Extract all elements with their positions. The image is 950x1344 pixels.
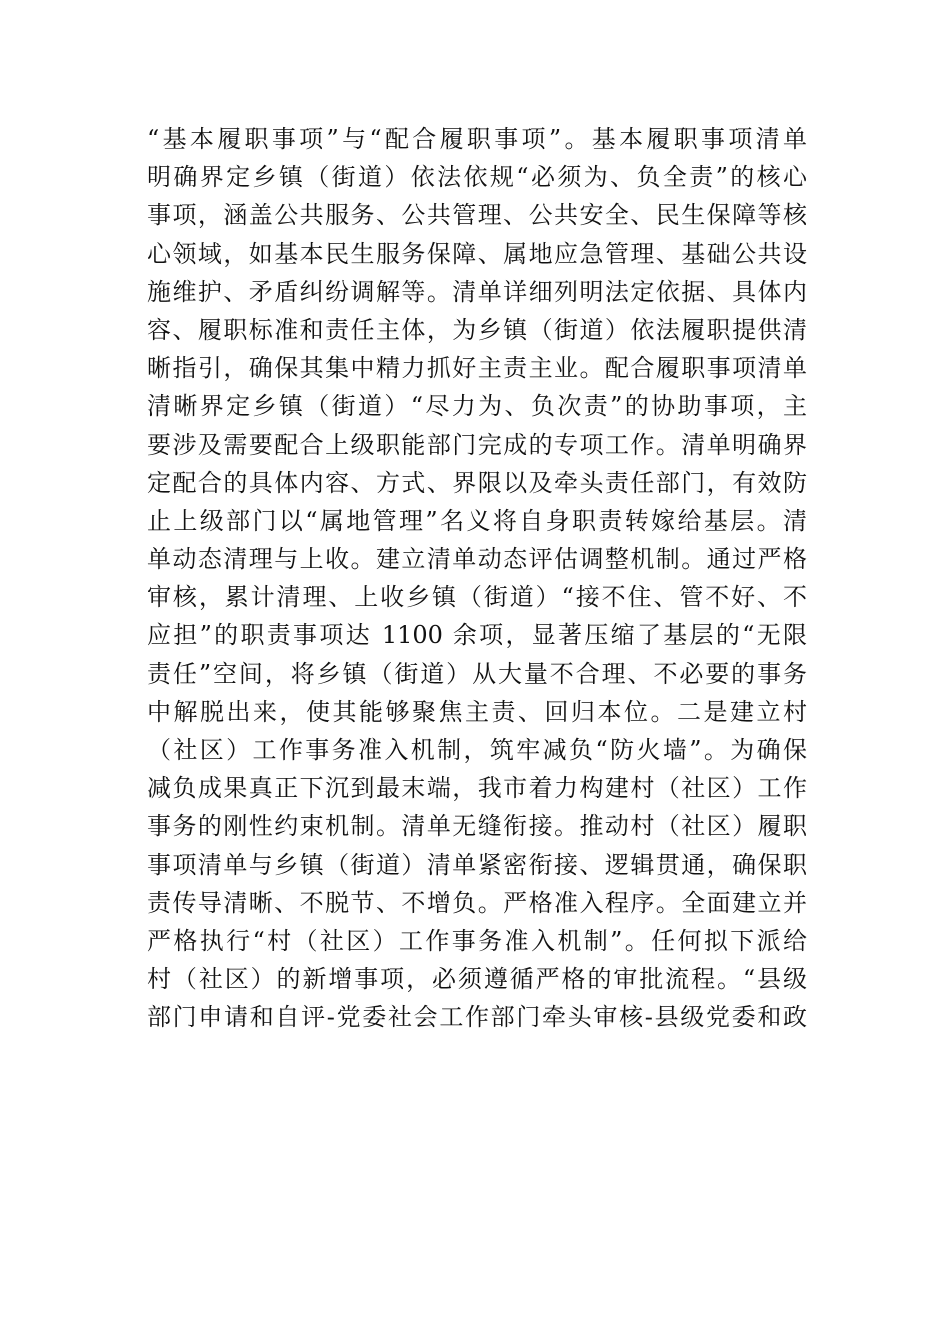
text-line: 村（社区）的新增事项，必须遵循严格的审批流程。“县级 [147, 965, 807, 994]
text-line: 应担”的职责事项达 1100 余项，显著压缩了基层的“无限 [147, 621, 807, 650]
text-line: 责传导清晰、不脱节、不增负。严格准入程序。全面建立并 [147, 888, 807, 917]
text-line: 单动态清理与上收。建立清单动态评估调整机制。通过严格 [147, 545, 807, 574]
text-line: 要涉及需要配合上级职能部门完成的专项工作。清单明确界 [147, 430, 807, 459]
text-line: 容、履职标准和责任主体，为乡镇（街道）依法履职提供清 [147, 315, 807, 344]
text-line: 晰指引，确保其集中精力抓好主责主业。配合履职事项清单 [147, 354, 807, 383]
text-line: 责任”空间，将乡镇（街道）从大量不合理、不必要的事务 [147, 659, 807, 688]
text-line: 审核，累计清理、上收乡镇（街道）“接不住、管不好、不 [147, 583, 807, 612]
text-line: 减负成果真正下沉到最末端，我市着力构建村（社区）工作 [147, 774, 807, 803]
text-line: 明确界定乡镇（街道）依法依规“必须为、负全责”的核心 [147, 163, 807, 192]
text-line: 清晰界定乡镇（街道）“尽力为、负次责”的协助事项，主 [147, 392, 807, 421]
text-line: 部门申请和自评-党委社会工作部门牵头审核-县级党委和政 [147, 1003, 807, 1032]
text-line: 止上级部门以“属地管理”名义将自身职责转嫁给基层。清 [147, 506, 807, 535]
text-line: 施维护、矛盾纠纷调解等。清单详细列明法定依据、具体内 [147, 277, 807, 306]
text-line: 事务的刚性约束机制。清单无缝衔接。推动村（社区）履职 [147, 812, 807, 841]
text-line: “基本履职事项”与“配合履职事项”。基本履职事项清单 [147, 125, 807, 153]
text-line: 严格执行“村（社区）工作事务准入机制”。任何拟下派给 [147, 926, 807, 955]
text-line: 定配合的具体内容、方式、界限以及牵头责任部门，有效防 [147, 468, 807, 497]
text-line: 中解脱出来，使其能够聚焦主责、回归本位。二是建立村 [147, 697, 807, 726]
text-line: 心领域，如基本民生服务保障、属地应急管理、基础公共设 [147, 239, 807, 268]
text-line: （社区）工作事务准入机制，筑牢减负“防火墙”。为确保 [147, 736, 807, 764]
body-paragraph [147, 120, 807, 1037]
text-line: 事项，涵盖公共服务、公共管理、公共安全、民生保障等核 [147, 201, 807, 230]
text-line: 事项清单与乡镇（街道）清单紧密衔接、逻辑贯通，确保职 [147, 850, 807, 879]
